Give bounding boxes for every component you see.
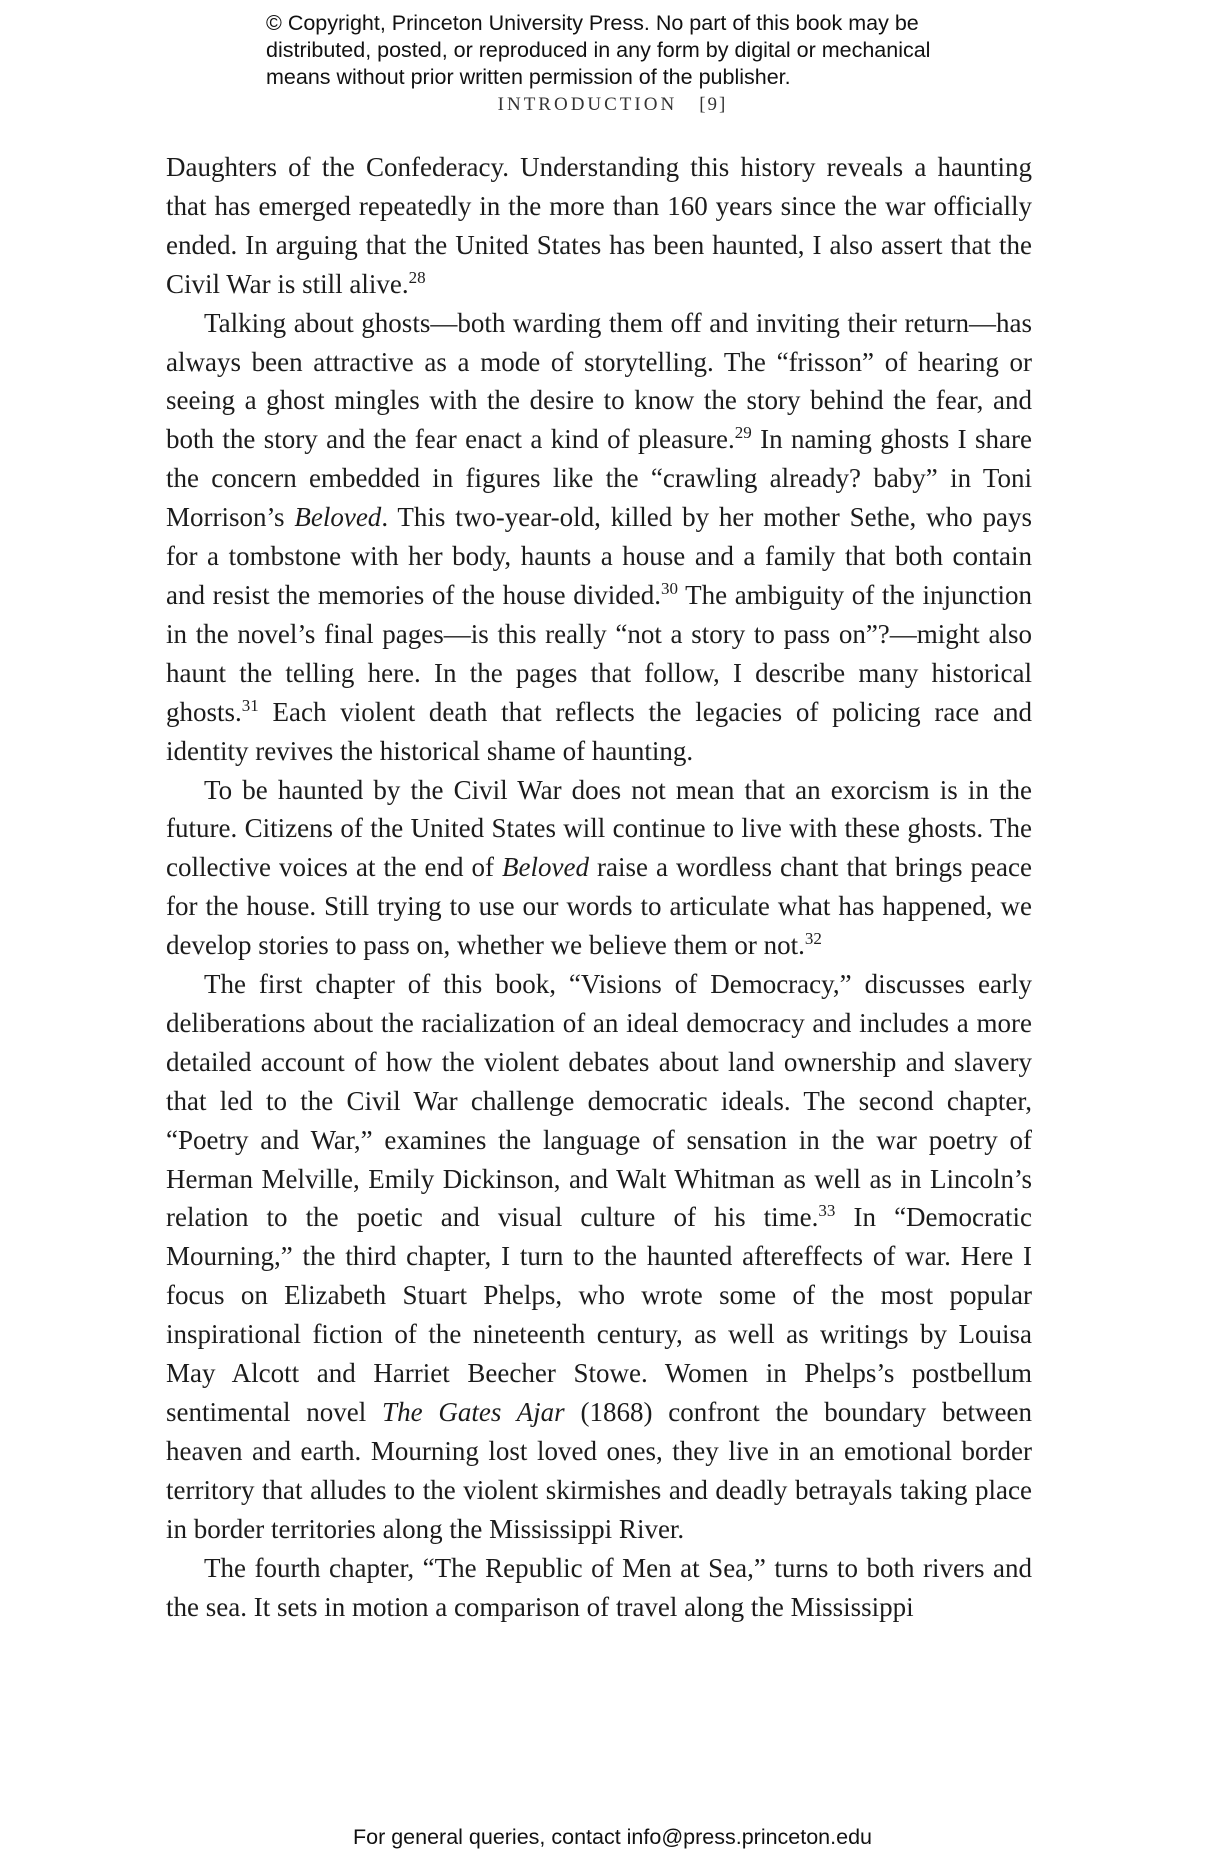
paragraph: [166, 1549, 1032, 1627]
text-run: Talking about ghosts—both warding them off and inviting their return—has always been attractive as a mode of storytelling. The “frisson” of hearing or seeing a ghost mingles with the desire to know the story behind the fear, and both the story and the fear enact a kind of pleasure.: [166, 307, 1032, 455]
paragraph: [166, 148, 1032, 304]
text-run: To be haunted by the Civil War does not mean that an exorcism is in the future. Citizens of the United States will continue to live with these ghosts. The collective voices at the end of: [166, 774, 1032, 883]
text-run: The ambiguity of the injunction in the novel’s final pages—is this really “not a story to pass on”?—might also haunt the telling here. In the pages that follow, I describe many historical ghosts.: [166, 579, 1032, 727]
copyright-notice: [266, 10, 986, 91]
copyright-line: © Copyright, Princeton University Press. No part of this book may be: [266, 11, 919, 35]
running-head-label: INTRODUCTION: [497, 94, 678, 115]
footnote-ref: 33: [818, 1201, 836, 1221]
footer-contact: For general queries, contact info@press.princeton.edu: [352, 1825, 872, 1849]
footnote-ref: 31: [241, 695, 259, 715]
paragraph: [166, 771, 1032, 966]
copyright-line: means without prior written permission of the publisher.: [266, 65, 791, 89]
page-number: [9]: [699, 94, 728, 115]
book-title: Beloved: [294, 502, 382, 533]
book-title: The Gates Ajar: [382, 1397, 565, 1427]
text-run: raise a wordless chant that brings peace for the house. Still trying to use our words to articulate what has happened, we develop stories to pass on, whether we believe them or not.: [166, 852, 1032, 961]
running-head: [0, 94, 1225, 116]
paragraph: [166, 965, 1032, 1549]
footnote-ref: 30: [660, 578, 678, 598]
text-run: In naming ghosts I share the concern embedded in figures like the “crawling already? baby” in Toni Morrison’s: [166, 424, 1033, 533]
footnote-ref: 29: [734, 423, 752, 443]
copyright-line: distributed, posted, or reproduced in any form by digital or mechanical: [266, 38, 931, 62]
book-title: Beloved: [502, 852, 589, 883]
text-run: Each violent death that reflects the legacies of policing race and identity revives the historical shame of haunting.: [166, 696, 1032, 766]
text-run: In “Democratic Mourning,” the third chapter, I turn to the haunted aftereffects of war. Here I focus on Elizabeth Stuart Phelps, who wrote some of the most popular inspirational fiction of the nineteenth century, as well as writings by Louisa May Alcott and Harriet Beecher Stowe. Women in Phelps’s postbellum sentimental novel: [166, 1202, 1032, 1427]
body-text: [166, 148, 1032, 1626]
footnote-ref: 32: [804, 929, 822, 949]
text-run: (1868) confront the boundary between heaven and earth. Mourning lost loved ones, they live in an emotional border territory that alludes to the violent skirmishes and deadly betrayals taking place in border territories along the Mississippi River.: [166, 1397, 1032, 1544]
text-run: Daughters of the Confederacy. Understanding this history reveals a haunting that has emerged repeatedly in the more than 160 years since the war officially ended. In arguing that the United States has been haunted, I also assert that the Civil War is still alive.: [166, 152, 1032, 299]
text-run: The fourth chapter, “The Republic of Men at Sea,” turns to both rivers and the sea. It sets in motion a comparison of travel along the Mississippi: [166, 1552, 1032, 1622]
text-run: The first chapter of this book, “Visions of Democracy,” discusses early deliberations about the racialization of an ideal democracy and includes a more detailed account of how the violent debates about land ownership and slavery that led to the Civil War challenge democratic ideals. The second chapter, “Poetry and War,” examines the language of sensation in the war poetry of Herman Melville, Emily Dickinson, and Walt Whitman as well as in Lincoln’s relation to the poetic and visual culture of his time.: [166, 969, 1032, 1233]
paragraph: [166, 304, 1032, 771]
text-run: . This two-year-old, killed by her mother Sethe, who pays for a tombstone with her body, haunts a house and a family that both contain and resist the memories of the house divided.: [166, 502, 1032, 610]
footnote-ref: 28: [408, 267, 426, 287]
